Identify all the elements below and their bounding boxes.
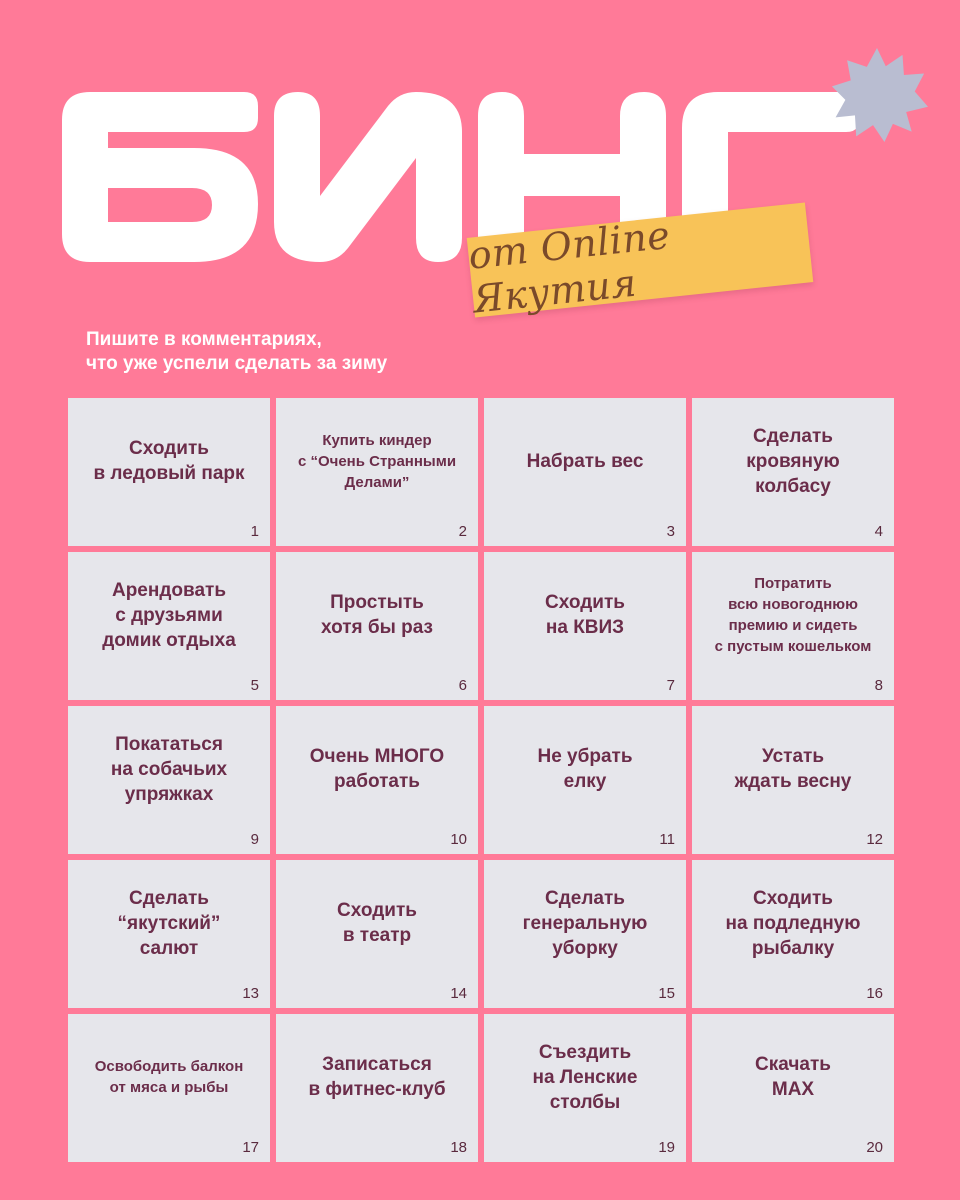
bingo-cell[interactable] [276,552,478,700]
bingo-cell-number: 2 [458,523,467,540]
bingo-cell-number: 20 [866,1139,883,1156]
bingo-cell-number: 9 [250,831,259,848]
bingo-cell-text: Не убрать елку [537,746,633,792]
bingo-cell[interactable] [692,706,894,854]
bingo-cell[interactable] [484,552,686,700]
bingo-cell[interactable] [692,398,894,546]
bingo-cell[interactable] [276,1014,478,1162]
bingo-cell-text: Сходить на подледную рыбалку [725,887,861,959]
bingo-cell[interactable] [692,1014,894,1162]
bingo-cell-number: 3 [666,523,675,540]
bingo-cell-number: 18 [450,1139,467,1156]
subtitle-line-1: Пишите в комментариях, [86,329,322,350]
bingo-cell[interactable] [68,860,270,1008]
bingo-cell-number: 8 [874,677,883,694]
bingo-cell-text: Сделать генеральную уборку [522,887,648,959]
bingo-cell[interactable] [484,860,686,1008]
bingo-cell[interactable] [68,398,270,546]
subtitle [86,328,387,376]
bingo-cell-number: 17 [242,1139,259,1156]
bingo-cell-text: Сходить на КВИЗ [545,592,625,638]
bingo-cell[interactable] [68,706,270,854]
bingo-cell[interactable] [68,1014,270,1162]
bingo-cell-number: 15 [658,985,675,1002]
bingo-cell-number: 12 [866,831,883,848]
bingo-cell-text: Очень МНОГО работать [309,746,445,792]
bingo-cell-text: Арендовать с друзьями домик отдыха [102,579,236,651]
bingo-cell-number: 16 [866,985,883,1002]
bingo-cell[interactable] [692,552,894,700]
bingo-cell-text: Сходить в театр [337,900,417,946]
bingo-cell-text: Сделать “якутский” салют [117,887,221,959]
bingo-cell-text: Простыть хотя бы раз [321,592,433,638]
bingo-cell[interactable] [68,552,270,700]
bingo-cell-number: 6 [458,677,467,694]
bingo-cell-text: Сходить в ледовый парк [93,438,245,484]
bingo-cell-text: Устать ждать весну [734,746,852,792]
starburst-icon [826,48,928,150]
bingo-cell-number: 4 [874,523,883,540]
bingo-cell-number: 1 [250,523,259,540]
bingo-cell-text: Купить киндер с “Очень Странными Делами” [297,431,457,491]
bingo-cell[interactable] [276,398,478,546]
bingo-cell-number: 13 [242,985,259,1002]
subtitle-line-2: что уже успели сделать за зиму [86,353,388,374]
bingo-cell-text: Освободить балкон от мяса и рыбы [94,1058,244,1096]
bingo-cell-number: 7 [666,677,675,694]
bingo-cell-number: 19 [658,1139,675,1156]
bingo-cell[interactable] [276,706,478,854]
bingo-cell[interactable] [484,1014,686,1162]
bingo-cell-number: 11 [659,831,675,848]
bingo-cell-number: 14 [450,985,467,1002]
bingo-cell[interactable] [484,706,686,854]
bingo-cell-number: 5 [250,677,259,694]
note-text: от Online Якутия [466,212,673,322]
bingo-cell-text: Потратить всю новогоднюю премию и сидеть с пустым кошельком [714,575,872,655]
bingo-cell-text: Сделать кровяную колбасу [746,425,840,497]
bingo-cell-text: Съездить на Ленские столбы [532,1041,638,1113]
bingo-cell[interactable] [484,398,686,546]
bingo-cell[interactable] [692,860,894,1008]
bingo-cell-text: Набрать вес [526,450,644,472]
bingo-grid [68,398,894,1162]
bingo-cell-number: 10 [450,831,467,848]
bingo-cell[interactable] [276,860,478,1008]
bingo-cell-text: Записаться в фитнес-клуб [308,1054,446,1100]
bingo-cell-text: Скачать MAX [755,1054,831,1100]
bingo-cell-text: Покататься на собачьих упряжках [110,733,228,805]
